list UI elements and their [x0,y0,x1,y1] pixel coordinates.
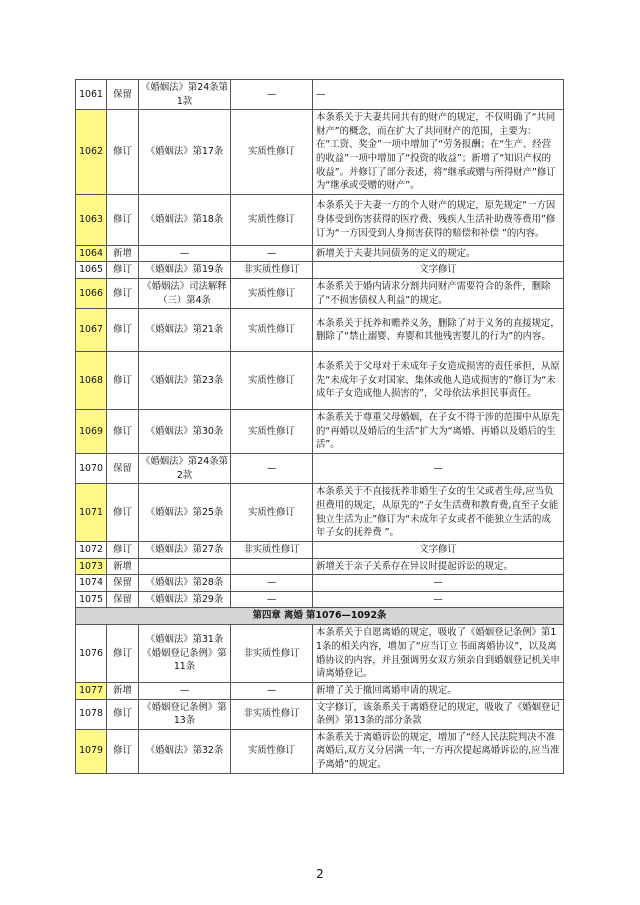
note-cell: 本条系关于离婚诉讼的规定，增加了“经人民法院判决不准离婚后,双方又分居满一年,一方再次提起离婚诉讼的,应当准予离婚”的规定。 [313,729,564,773]
article-number: 1064 [76,245,107,262]
action-cell: 修订 [107,729,139,773]
note-cell: 本条系关于夫妻共同共有的财产的规定，不仅明确了“共同财产”的概念，而在扩大了共同财产的范围，主要为：在“工资、奖金”一项中增加了“劳务报酬；在“生产、经营的收益”一项中增加了“投资的收益”；新增了“知识产权的收益”。并修订了部分表述，将“继承或赠与所得财产”修订为“继承或受赠的财产”。 [313,110,564,195]
source-cell: 《婚姻法》司法解释（三）第4条 [139,278,231,308]
action-cell: 保留 [107,80,139,110]
source-cell: 《婚姻法》第31条《婚姻登记条例》第11条 [139,625,231,683]
source-cell: 《婚姻法》第17条 [139,110,231,195]
article-number: 1073 [76,558,107,575]
source-cell: 《婚姻法》第29条 [139,591,231,608]
table-row [76,80,564,110]
source-cell: 《婚姻法》第18条 [139,194,231,245]
table-row [76,110,564,195]
note-cell: 本条系关于不直接抚养非婚生子女的生父或者生母,应当负担费用的规定，从原先的“子女生活费和教育费,直至子女能独立生活为止”修订为“未成年子女或者不能独立生活的成年子女的抚养费 ”。 [313,484,564,542]
note-cell: 文字修订，该条系关于离婚登记的规定，吸收了《婚姻登记条例》第13条的部分条款 [313,699,564,729]
note-cell: 本条系关于抚养和赡养义务，删除了对于义务的直接规定，删除了“禁止溺婴、弃婴和其他残害婴儿的行为”的内容。 [313,309,564,352]
table-row [76,575,564,592]
action-cell: 修订 [107,410,139,454]
article-number: 1074 [76,575,107,592]
article-number: 1070 [76,453,107,483]
article-number: 1069 [76,410,107,454]
revision-type-cell: 实质性修订 [231,110,313,195]
source-cell: 《婚姻法》第24条第1款 [139,80,231,110]
source-cell: — [139,245,231,262]
note-cell: 文字修订 [313,262,564,279]
note-cell: 本条系关于自愿离婚的规定，吸收了《婚姻登记条例》第11条的相关内容，增加了“应当订立书面离婚协议”，以及离婚协议的内容，并且强调男女双方须亲自到婚姻登记机关申请离婚登记。 [313,625,564,683]
table-row [76,699,564,729]
revision-type-cell: 实质性修订 [231,194,313,245]
note-cell: 新增了关于撤回离婚申请的规定。 [313,683,564,700]
revision-type-cell: — [231,683,313,700]
article-number: 1063 [76,194,107,245]
source-cell: 《婚姻法》第23条 [139,352,231,410]
action-cell: 修订 [107,542,139,559]
revision-type-cell: — [231,591,313,608]
revision-type-cell: — [231,453,313,483]
table-row [76,484,564,542]
revision-type-cell: 实质性修订 [231,410,313,454]
action-cell: 修订 [107,194,139,245]
table-row [76,453,564,483]
action-cell: 保留 [107,591,139,608]
article-number: 1068 [76,352,107,410]
action-cell: 新增 [107,683,139,700]
note-cell: — [313,591,564,608]
table-row [76,278,564,308]
source-cell: 《婚姻法》第30条 [139,410,231,454]
revision-type-cell: — [231,575,313,592]
article-number: 1077 [76,683,107,700]
article-number: 1072 [76,542,107,559]
article-number: 1061 [76,80,107,110]
revision-type-cell: — [231,245,313,262]
article-number: 1062 [76,110,107,195]
article-number: 1071 [76,484,107,542]
table-row [76,591,564,608]
action-cell: 修订 [107,699,139,729]
article-number: 1079 [76,729,107,773]
article-number: 1075 [76,591,107,608]
article-number: 1066 [76,278,107,308]
source-cell: 《婚姻登记条例》第13条 [139,699,231,729]
action-cell: 保留 [107,575,139,592]
table-row [76,729,564,773]
revision-type-cell: 非实质性修订 [231,542,313,559]
note-cell: — [313,575,564,592]
revision-type-cell: 实质性修订 [231,729,313,773]
revision-type-cell: 非实质性修订 [231,699,313,729]
action-cell: 新增 [107,558,139,575]
article-number: 1065 [76,262,107,279]
table-row [76,542,564,559]
action-cell: 保留 [107,453,139,483]
chapter-heading-row [76,608,564,625]
table-row [76,262,564,279]
action-cell: 修订 [107,352,139,410]
revision-type-cell: 实质性修订 [231,278,313,308]
table-row [76,194,564,245]
note-cell: — [313,453,564,483]
source-cell: 《婚姻法》第21条 [139,309,231,352]
note-cell: 本条系关于婚内请求分割共同财产需要符合的条件，删除了“不损害债权人利益”的规定。 [313,278,564,308]
action-cell: 修订 [107,625,139,683]
law-revision-table [75,79,564,774]
action-cell: 修订 [107,278,139,308]
table-row [76,245,564,262]
note-cell: 新增关于夫妻共同债务的定义的规定。 [313,245,564,262]
article-number: 1067 [76,309,107,352]
revision-type-cell: 非实质性修订 [231,262,313,279]
action-cell: 新增 [107,245,139,262]
action-cell: 修订 [107,262,139,279]
note-cell: 新增关于亲子关系存在异议时提起诉讼的规定。 [313,558,564,575]
note-cell: — [313,80,564,110]
page-number: 2 [316,867,324,881]
revision-type-cell: 实质性修订 [231,309,313,352]
table-row [76,683,564,700]
action-cell: 修订 [107,110,139,195]
table-body [76,80,564,774]
source-cell: — [139,683,231,700]
revision-type-cell [231,558,313,575]
source-cell [139,558,231,575]
article-number: 1078 [76,699,107,729]
note-cell: 文字修订 [313,542,564,559]
source-cell: 《婚姻法》第24条第2款 [139,453,231,483]
source-cell: 《婚姻法》第19条 [139,262,231,279]
source-cell: 《婚姻法》第27条 [139,542,231,559]
revision-type-cell: 实质性修订 [231,484,313,542]
table-row [76,625,564,683]
note-cell: 本条系关于尊重父母婚姻，在子女不得干涉的范围中从原先的“再婚以及婚后的生活”扩大为“离婚、再婚以及婚后的生活”。 [313,410,564,454]
table-row [76,410,564,454]
revision-type-cell: 非实质性修订 [231,625,313,683]
revision-type-cell: — [231,80,313,110]
source-cell: 《婚姻法》第28条 [139,575,231,592]
source-cell: 《婚姻法》第25条 [139,484,231,542]
table-row [76,352,564,410]
action-cell: 修订 [107,309,139,352]
revision-type-cell: 实质性修订 [231,352,313,410]
article-number: 1076 [76,625,107,683]
chapter-heading: 第四章 离婚 第1076—1092条 [76,608,564,625]
table-row [76,309,564,352]
action-cell: 修订 [107,484,139,542]
table-row [76,558,564,575]
source-cell: 《婚姻法》第32条 [139,729,231,773]
note-cell: 本条系关于父母对于未成年子女造成损害的责任承担，从原先“未成年子女对国家、集体或他人造成损害的”修订为“未成年子女造成他人损害的”，父母依法承担民事责任。 [313,352,564,410]
note-cell: 本条系关于夫妻一方的个人财产的规定，原先规定“一方因身体受到伤害获得的医疗费、残疾人生活补助费等费用”修订为“一方因受到人身损害获得的赔偿和补偿 ”的内容。 [313,194,564,245]
